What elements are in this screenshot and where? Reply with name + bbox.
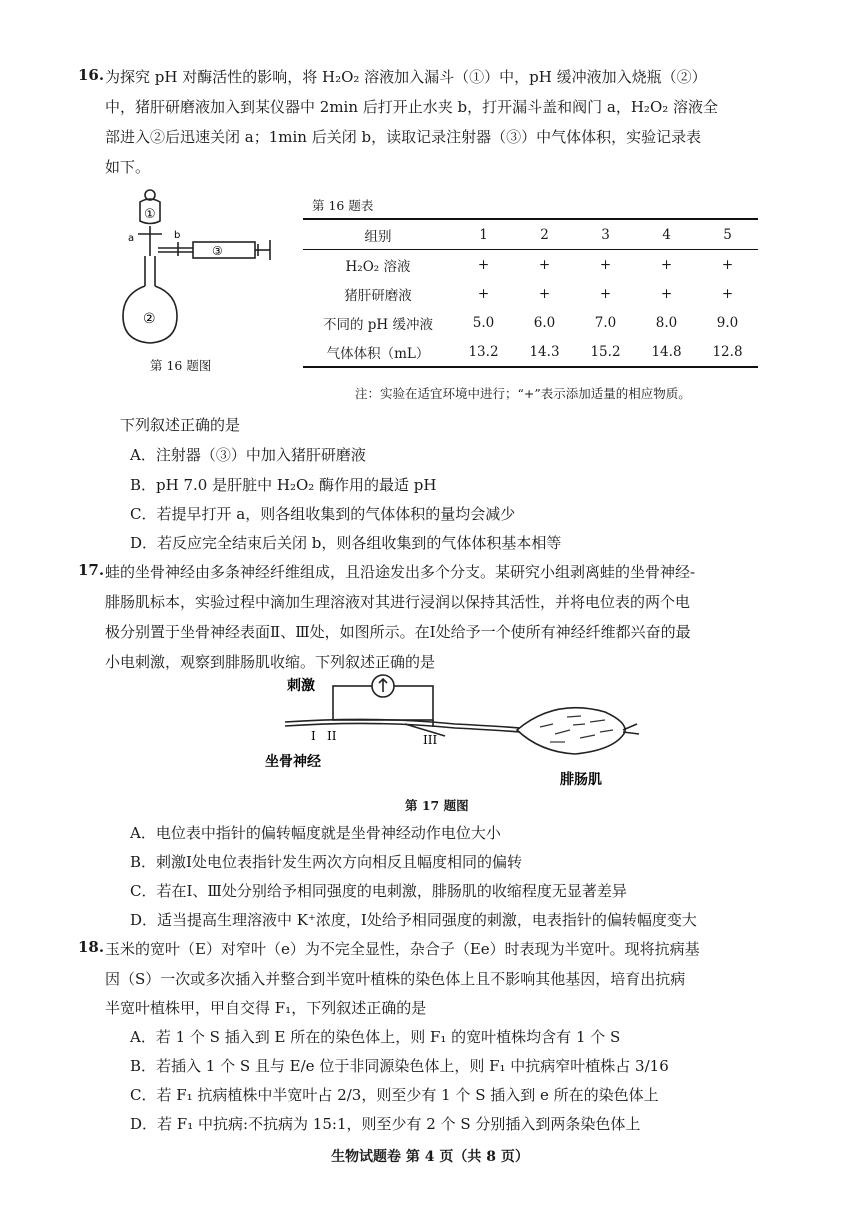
table-cell: +	[599, 256, 612, 273]
table-cell: 5.0	[472, 314, 495, 331]
q16-stem-line3: 部进入②后迅速关闭 a；1min 后关闭 b，读取记录注射器（③）中气体体积，实验记录表	[105, 128, 702, 146]
table-cell: 14.8	[636, 337, 697, 367]
table-cell: 不同的 pH 缓冲液	[323, 316, 433, 333]
fig17-label-nerve: 坐骨神经	[265, 754, 321, 770]
q18-option-d: D．若 F₁ 中抗病:不抗病为 15:1，则至少有 2 个 S 分别插入到两条染色体上	[130, 1115, 641, 1133]
table-header-cell: 1	[453, 219, 514, 250]
table-cell: 气体体积（mL）	[303, 337, 453, 367]
fig16-label-a: a	[128, 233, 135, 244]
q17-number: 17.	[78, 561, 105, 579]
table-cell: +	[538, 285, 551, 302]
table-header-cell: 5	[697, 219, 758, 250]
q17-option-c: C．若在Ⅰ、Ⅲ处分别给予相同强度的电刺激，腓肠肌的收缩程度无显著差异	[130, 882, 627, 900]
table-cell: 14.3	[514, 337, 575, 367]
page-footer: 生物试题卷 第 4 页（共 8 页）	[331, 1149, 529, 1165]
fig16-label-three: ③	[212, 244, 223, 258]
fig16-label-b: b	[174, 230, 181, 241]
q18-stem-line2: 因（S）一次或多次插入并整合到半宽叶植株的染色体上且不影响其他基因，培育出抗病	[105, 970, 686, 988]
table-cell: 7.0	[594, 314, 617, 331]
q16-stem-line2: 中，猪肝研磨液加入到某仪器中 2min 后打开止水夹 b，打开漏斗盖和阀门 a，H₂O₂ 溶液全	[105, 98, 719, 116]
table-cell: +	[477, 285, 490, 302]
fig17-label-stimulus: 刺激	[287, 678, 315, 694]
table-header-cell: 4	[636, 219, 697, 250]
table-cell: +	[721, 256, 734, 273]
q16-table-note: 注：实验在适宜环境中进行；“+”表示添加适量的相应物质。	[355, 386, 691, 401]
fig17-label-muscle: 腓肠肌	[560, 772, 602, 788]
q16-option-a: A．注射器（③）中加入猪肝研磨液	[130, 446, 366, 464]
q16-stem-line1: 为探究 pH 对酶活性的影响，将 H₂O₂ 溶液加入漏斗（①）中，pH 缓冲液加入烧瓶（②）	[105, 68, 707, 86]
table-header-cell: 组别	[303, 219, 453, 250]
q17-option-a: A．电位表中指针的偏转幅度就是坐骨神经动作电位大小	[130, 824, 501, 842]
fig17-label-I: I	[311, 729, 316, 743]
table-header-row	[303, 219, 758, 250]
table-row	[303, 279, 758, 308]
q17-stem-line2: 腓肠肌标本，实验过程中滴加生理溶液对其进行浸润以保持其活性，并将电位表的两个电	[105, 593, 691, 611]
fig17-label-III: III	[423, 733, 438, 747]
table-row	[303, 337, 758, 367]
table-cell: 9.0	[716, 314, 739, 331]
q16-data-table	[303, 218, 758, 368]
q17-figure-caption: 第 17 题图	[405, 798, 469, 813]
q16-table-title: 第 16 题表	[312, 198, 374, 213]
table-cell: +	[538, 256, 551, 273]
table-cell: H₂O₂ 溶液	[345, 258, 411, 275]
q16-stem-line4: 如下。	[105, 158, 151, 176]
table-cell: +	[477, 256, 490, 273]
table-cell: +	[660, 285, 673, 302]
q17-stem-line1: 蛙的坐骨神经由多条神经纤维组成，且沿途发出多个分支。某研究小组剥离蛙的坐骨神经-	[105, 563, 696, 581]
table-header-cell: 2	[514, 219, 575, 250]
fig16-label-two: ②	[143, 311, 156, 327]
table-row	[303, 308, 758, 337]
fig16-label-one: ①	[144, 207, 156, 222]
q18-option-b: B．若插入 1 个 S 且与 E/e 位于非同源染色体上，则 F₁ 中抗病窄叶植株占 3/16	[130, 1057, 669, 1075]
table-cell: 猪肝研磨液	[344, 287, 412, 304]
q17-option-b: B．刺激Ⅰ处电位表指针发生两次方向相反且幅度相同的偏转	[130, 853, 522, 871]
q16-number: 16.	[78, 66, 105, 84]
q16-question-stem: 下列叙述正确的是	[120, 416, 241, 434]
q18-stem-line3: 半宽叶植株甲，甲自交得 F₁，下列叙述正确的是	[105, 999, 427, 1017]
q18-option-a: A．若 1 个 S 插入到 E 所在的染色体上，则 F₁ 的宽叶植株均含有 1 个 S	[130, 1028, 621, 1046]
q17-option-d: D．适当提高生理溶液中 K⁺浓度，Ⅰ处给予相同强度的刺激，电表指针的偏转幅度变大	[130, 911, 697, 929]
q16-figure-caption: 第 16 题图	[150, 358, 212, 373]
q16-apparatus-figure	[118, 186, 293, 358]
q17-stem-line4: 小电刺激，观察到腓肠肌收缩。下列叙述正确的是	[105, 653, 436, 671]
table-cell: +	[721, 285, 734, 302]
table-cell: 15.2	[575, 337, 636, 367]
table-cell: 6.0	[533, 314, 556, 331]
fig17-label-II: II	[327, 729, 337, 743]
q16-option-b: B．pH 7.0 是肝脏中 H₂O₂ 酶作用的最适 pH	[130, 476, 437, 494]
q18-option-c: C．若 F₁ 抗病植株中半宽叶占 2/3，则至少有 1 个 S 插入到 e 所在的染色体上	[130, 1086, 659, 1104]
table-cell: 8.0	[655, 314, 678, 331]
q18-number: 18.	[78, 938, 105, 956]
q16-option-c: C．若提早打开 a，则各组收集到的气体体积的量均会减少	[130, 505, 516, 523]
table-header-cell: 3	[575, 219, 636, 250]
q18-stem-line1: 玉米的宽叶（E）对窄叶（e）为不完全显性，杂合子（Ee）时表现为半宽叶。现将抗病基	[105, 940, 700, 958]
table-cell: +	[660, 256, 673, 273]
q17-nerve-muscle-figure	[255, 672, 645, 792]
q17-stem-line3: 极分别置于坐骨神经表面Ⅱ、Ⅲ处，如图所示。在Ⅰ处给予一个使所有神经纤维都兴奋的最	[105, 623, 691, 641]
table-cell: 13.2	[453, 337, 514, 367]
q16-option-d: D．若反应完全结束后关闭 b，则各组收集到的气体体积基本相等	[130, 534, 562, 552]
table-row	[303, 250, 758, 280]
table-cell: 12.8	[697, 337, 758, 367]
table-cell: +	[599, 285, 612, 302]
